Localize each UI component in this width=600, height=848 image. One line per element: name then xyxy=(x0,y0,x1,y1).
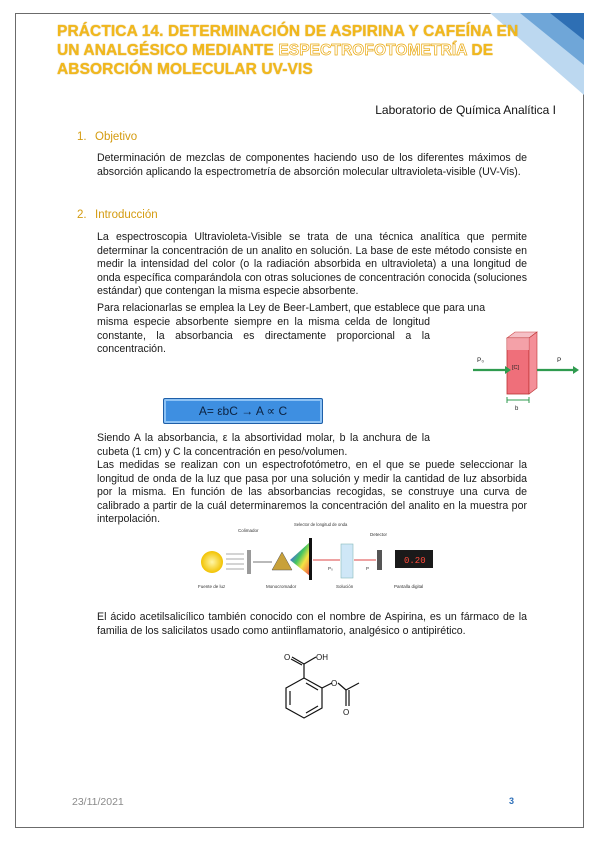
label-p: P xyxy=(366,566,370,571)
label-solucion: Solución xyxy=(336,584,354,589)
title-part-1: PRÁCTICA 14. DETERMINACIÓN DE ASPIRINA Y CAFEÍNA EN UN ANALGÉSICO MEDIANTE xyxy=(57,23,519,59)
intro-paragraph-5: El ácido acetilsalicílico también conocido con el nombre de Aspirina, es un fármaco de la familia de los salicilatos usado como antiinflamatorio, analgésico o antipirético. xyxy=(97,611,527,637)
footer-date: 23/11/2021 xyxy=(72,796,124,808)
cuvette-p-label: P xyxy=(557,357,562,364)
intro-paragraph-4: Las medidas se realizan con un espectrofotómetro, en el que se puede seleccionar la longitud de onda de la luz que pasa por una solución y medir la cantidad de luz absorbida por la misma. En función de las absorbancias recogidas, se construye una curva de calibrado a partir de la cuál determinaremos la concentración del analito en la muestra por interpolación. xyxy=(97,459,527,526)
atom-o-carbonyl: O xyxy=(284,653,291,662)
title-part-2: ESPECTROFOTOMETRÍA xyxy=(278,42,467,59)
intro-paragraph-1: La espectroscopia Ultravioleta-Visible se trata de una técnica analítica que permite determinar la concentración de un analito en solución. La base de este método consiste en medir la intensidad del color (o la radiación absorbida en ultravioleta) a una longitud de onda específica comparándola con otras soluciones de concentración conocida (soluciones estándar) que contengan la misma especie absorbente. xyxy=(97,231,527,298)
intro-paragraph-3: Siendo A la absorbancia, ε la absortividad molar, b la anchura de la cubeta (1 cm) y C la concentración en peso/volumen. xyxy=(97,432,430,458)
page-title xyxy=(57,22,527,79)
section-number: 1. xyxy=(77,131,87,143)
lab-name: Laboratorio de Química Analítica I xyxy=(375,103,556,117)
intro-paragraph-2a: Para relacionarlas se emplea la Ley de Beer-Lambert, que establece que para una xyxy=(97,302,486,314)
beer-lambert-formula: A= εbC → A ∝ C xyxy=(163,398,323,424)
page-number: 3 xyxy=(509,796,515,806)
intro-paragraph-2b: misma especie absorbente siempre en la misma celda de longitud constante, la absorbancia es directamente proporcional a la concentración. xyxy=(97,316,430,356)
cuvette-b-label: b xyxy=(515,406,519,412)
cuvette-p0-label: P₀ xyxy=(477,357,485,364)
label-fuente: Fuente de luz xyxy=(198,584,226,589)
spectrophotometer-diagram xyxy=(190,520,440,595)
section-heading-introduccion xyxy=(77,209,158,221)
atom-o-acetyl: O xyxy=(343,708,350,717)
section-heading-objetivo xyxy=(77,131,137,143)
cuvette-diagram xyxy=(469,330,584,415)
label-colimador: Colimador xyxy=(238,528,259,533)
label-p0: P₀ xyxy=(328,566,333,571)
title-part-3: DE ABSORCIÓN MOLECULAR UV-VIS xyxy=(57,42,494,78)
cuvette-c-label: [C] xyxy=(512,365,520,371)
display-readout: 0.20 xyxy=(404,556,426,566)
section-title: Objetivo xyxy=(95,131,138,143)
label-monocromador: Monocromador xyxy=(266,584,297,589)
aspirin-structure xyxy=(264,650,364,760)
section-title: Introducción xyxy=(95,209,158,221)
objetivo-text: Determinación de mezclas de componentes haciendo uso de los diferentes máximos de absorción aplicando la espectrometría de absorción molecular ultravioleta-visible (UV-Vis). xyxy=(97,152,527,178)
section-number: 2. xyxy=(77,209,87,221)
atom-o-ester: O xyxy=(331,679,338,688)
label-pantalla: Pantalla digital xyxy=(394,584,424,589)
label-selector: Selector de longitud de onda xyxy=(294,522,348,527)
atom-oh: OH xyxy=(316,653,328,662)
label-detector: Detector xyxy=(370,532,388,537)
